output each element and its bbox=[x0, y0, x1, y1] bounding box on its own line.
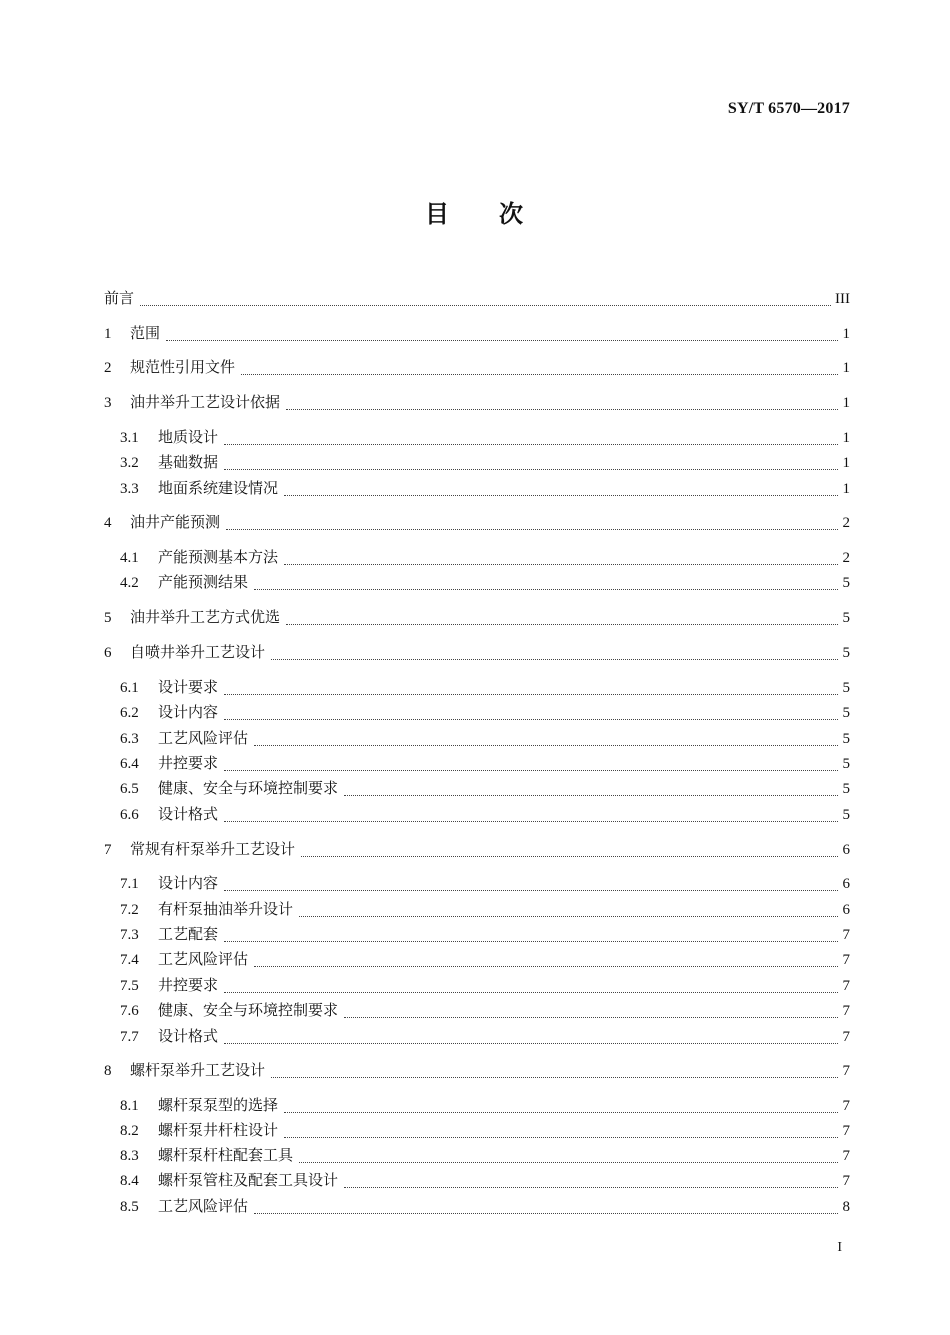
toc-entry[interactable] bbox=[120, 803, 850, 825]
toc-entry-page: 6 bbox=[842, 876, 850, 892]
toc-entry-number: 6 bbox=[104, 645, 112, 661]
toc-leader-dots bbox=[284, 554, 838, 565]
toc-entry-page: 1 bbox=[842, 360, 850, 376]
toc-entry-number: 2 bbox=[104, 360, 112, 376]
toc-entry-label: 螺杆泵举升工艺设计 bbox=[130, 1061, 266, 1079]
toc-entry-label: 设计格式 bbox=[158, 1027, 219, 1045]
toc-entry[interactable] bbox=[120, 451, 850, 473]
toc-entry-page: 5 bbox=[842, 807, 850, 823]
toc-entry-page: 1 bbox=[842, 455, 850, 471]
page-number: I bbox=[837, 1240, 842, 1255]
toc-entry-number: 6.5 bbox=[120, 781, 139, 797]
toc-leader-dots bbox=[254, 735, 838, 746]
toc-entry-page: 5 bbox=[842, 610, 850, 626]
toc-entry-page: 2 bbox=[842, 515, 850, 531]
toc-entry-page: 7 bbox=[842, 927, 850, 943]
toc-entry-label: 井控要求 bbox=[158, 976, 219, 994]
toc-leader-dots bbox=[226, 519, 838, 530]
toc-entry-number: 4.2 bbox=[120, 575, 139, 591]
toc-entry-number: 6.1 bbox=[120, 680, 139, 696]
toc-entry[interactable] bbox=[120, 872, 850, 894]
toc-entry-number: 3.1 bbox=[120, 430, 139, 446]
toc-entry-label: 基础数据 bbox=[158, 453, 219, 471]
toc-entry-page: 7 bbox=[842, 1003, 850, 1019]
toc-entry-label: 健康、安全与环境控制要求 bbox=[158, 1001, 339, 1019]
toc-entry-page: 1 bbox=[842, 481, 850, 497]
toc-entry-number: 6.6 bbox=[120, 807, 139, 823]
toc-entry-page: 6 bbox=[842, 842, 850, 858]
toc-entry[interactable] bbox=[104, 1059, 850, 1081]
toc-leader-dots bbox=[166, 330, 838, 341]
toc-entry-number: 6.2 bbox=[120, 705, 139, 721]
toc-entry-label: 前言 bbox=[104, 289, 135, 307]
toc-leader-dots bbox=[224, 709, 838, 720]
toc-entry-label: 油井产能预测 bbox=[130, 513, 221, 531]
toc-entry[interactable] bbox=[120, 477, 850, 499]
toc-entry-label: 自喷井举升工艺设计 bbox=[130, 643, 266, 661]
toc-entry-label: 工艺配套 bbox=[158, 925, 219, 943]
toc-entry[interactable] bbox=[120, 1094, 850, 1116]
toc-entry-page: 5 bbox=[842, 575, 850, 591]
toc-entry-page: 7 bbox=[842, 1098, 850, 1114]
toc-entry-page: 8 bbox=[842, 1199, 850, 1215]
toc-leader-dots bbox=[224, 684, 838, 695]
toc-entry-page: 7 bbox=[842, 952, 850, 968]
toc-entry-number: 7.1 bbox=[120, 876, 139, 892]
toc-entry-label: 油井举升工艺方式优选 bbox=[130, 608, 281, 626]
toc-entry[interactable] bbox=[120, 571, 850, 593]
toc-entry-label: 螺杆泵泵型的选择 bbox=[158, 1096, 279, 1114]
toc-entry-label: 范围 bbox=[130, 324, 161, 342]
standard-code: SY/T 6570—2017 bbox=[727, 100, 850, 117]
toc-entry-label: 螺杆泵井杆柱设计 bbox=[158, 1121, 279, 1139]
toc-entry-page: 5 bbox=[842, 781, 850, 797]
toc-entry-label: 产能预测结果 bbox=[158, 573, 249, 591]
toc-entry[interactable] bbox=[120, 701, 850, 723]
toc-entry-label: 常规有杆泵举升工艺设计 bbox=[130, 840, 296, 858]
toc-entry-label: 工艺风险评估 bbox=[158, 729, 249, 747]
toc-entry[interactable] bbox=[104, 391, 850, 413]
toc-entry-label: 设计要求 bbox=[158, 678, 219, 696]
toc-leader-dots bbox=[224, 459, 838, 470]
toc-entry[interactable] bbox=[120, 1195, 850, 1217]
toc-entry[interactable] bbox=[120, 676, 850, 698]
toc-leader-dots bbox=[224, 880, 838, 891]
toc-entry-label: 地面系统建设情况 bbox=[158, 479, 279, 497]
toc-entry-page: 6 bbox=[842, 902, 850, 918]
toc-leader-dots bbox=[241, 364, 838, 375]
toc-entry-page: 1 bbox=[842, 326, 850, 342]
toc-entry-label: 螺杆泵杆柱配套工具 bbox=[158, 1146, 294, 1164]
toc-entry-page: 7 bbox=[842, 1063, 850, 1079]
toc-leader-dots bbox=[254, 956, 838, 967]
toc-entry[interactable] bbox=[104, 641, 850, 663]
toc-entry-number: 8.1 bbox=[120, 1098, 139, 1114]
toc-entry-page: III bbox=[835, 291, 850, 307]
toc-entry[interactable] bbox=[120, 752, 850, 774]
toc-entry-label: 产能预测基本方法 bbox=[158, 548, 279, 566]
toc-entry[interactable] bbox=[104, 511, 850, 533]
toc-entry-number: 3 bbox=[104, 395, 112, 411]
toc-entry[interactable] bbox=[120, 923, 850, 945]
toc-entry[interactable] bbox=[120, 546, 850, 568]
toc-leader-dots bbox=[301, 846, 838, 857]
toc-entry-page: 7 bbox=[842, 1148, 850, 1164]
toc-entry-page: 5 bbox=[842, 705, 850, 721]
toc-entry-label: 健康、安全与环境控制要求 bbox=[158, 779, 339, 797]
toc-entry-label: 设计内容 bbox=[158, 874, 219, 892]
toc-entry-label: 井控要求 bbox=[158, 754, 219, 772]
toc-entry-number: 1 bbox=[104, 326, 112, 342]
toc-entry-number: 8.3 bbox=[120, 1148, 139, 1164]
toc-leader-dots bbox=[271, 649, 838, 660]
toc-entry-page: 1 bbox=[842, 395, 850, 411]
toc-entry-number: 7.2 bbox=[120, 902, 139, 918]
toc-entry-number: 8.5 bbox=[120, 1199, 139, 1215]
toc-leader-dots bbox=[224, 811, 838, 822]
toc-entry-number: 7 bbox=[104, 842, 112, 858]
toc-entry-label: 规范性引用文件 bbox=[130, 358, 236, 376]
toc-entry[interactable] bbox=[120, 999, 850, 1021]
toc-entry-number: 8.2 bbox=[120, 1123, 139, 1139]
toc-entry-number: 7.7 bbox=[120, 1029, 139, 1045]
toc-entry-page: 5 bbox=[842, 645, 850, 661]
toc-entry[interactable] bbox=[104, 838, 850, 860]
toc-entry-page: 1 bbox=[842, 430, 850, 446]
toc-entry-number: 3.2 bbox=[120, 455, 139, 471]
toc-entry-page: 5 bbox=[842, 680, 850, 696]
toc-leader-dots bbox=[224, 931, 838, 942]
toc-entry-label: 工艺风险评估 bbox=[158, 1197, 249, 1215]
toc-entry-page: 7 bbox=[842, 1029, 850, 1045]
toc-entry-label: 设计内容 bbox=[158, 703, 219, 721]
toc-entry[interactable] bbox=[104, 322, 850, 344]
toc-leader-dots bbox=[284, 1127, 838, 1138]
toc-leader-dots bbox=[286, 614, 838, 625]
toc-leader-dots bbox=[299, 1152, 838, 1163]
toc-leader-dots bbox=[284, 1102, 838, 1113]
toc-entry[interactable] bbox=[120, 974, 850, 996]
toc-entry-label: 设计格式 bbox=[158, 805, 219, 823]
toc-leader-dots bbox=[299, 906, 838, 917]
toc-entry-page: 2 bbox=[842, 550, 850, 566]
toc-entry[interactable] bbox=[120, 1119, 850, 1141]
toc-entry-label: 有杆泵抽油举升设计 bbox=[158, 900, 294, 918]
toc-leader-dots bbox=[271, 1067, 838, 1078]
toc-entry-number: 4 bbox=[104, 515, 112, 531]
toc-leader-dots bbox=[224, 982, 838, 993]
toc-leader-dots bbox=[344, 1007, 838, 1018]
toc-entry-number: 6.3 bbox=[120, 731, 139, 747]
toc-entry-number: 5 bbox=[104, 610, 112, 626]
page-title-char-2: 次 bbox=[499, 200, 525, 228]
toc-entry-page: 7 bbox=[842, 1173, 850, 1189]
toc-entry-number: 6.4 bbox=[120, 756, 139, 772]
toc-entry[interactable] bbox=[104, 287, 850, 309]
toc-entry[interactable] bbox=[120, 1144, 850, 1166]
toc-entry[interactable] bbox=[104, 606, 850, 628]
toc-entry[interactable] bbox=[120, 948, 850, 970]
toc-entry[interactable] bbox=[120, 426, 850, 448]
toc-leader-dots bbox=[224, 434, 838, 445]
toc-entry-number: 7.5 bbox=[120, 978, 139, 994]
toc-entry-label: 地质设计 bbox=[158, 428, 219, 446]
toc-entry-number: 8 bbox=[104, 1063, 112, 1079]
toc-leader-dots bbox=[344, 785, 838, 796]
toc-entry-label: 油井举升工艺设计依据 bbox=[130, 393, 281, 411]
toc-entry-number: 7.4 bbox=[120, 952, 139, 968]
toc-leader-dots bbox=[254, 1203, 838, 1214]
toc-entry[interactable] bbox=[120, 1025, 850, 1047]
page-title-char-1: 目 bbox=[425, 200, 451, 228]
toc-entry-page: 7 bbox=[842, 1123, 850, 1139]
toc-leader-dots bbox=[254, 579, 838, 590]
toc-entry-label: 工艺风险评估 bbox=[158, 950, 249, 968]
toc-leader-dots bbox=[344, 1177, 838, 1188]
toc-entry[interactable] bbox=[120, 1169, 850, 1191]
toc-leader-dots bbox=[224, 1033, 838, 1044]
toc-entry[interactable] bbox=[120, 777, 850, 799]
toc-leader-dots bbox=[224, 760, 838, 771]
toc-entry-page: 5 bbox=[842, 731, 850, 747]
toc-entry-number: 8.4 bbox=[120, 1173, 139, 1189]
toc-entry-label: 螺杆泵管柱及配套工具设计 bbox=[158, 1171, 339, 1189]
toc-leader-dots bbox=[286, 399, 838, 410]
toc-entry-number: 3.3 bbox=[120, 481, 139, 497]
toc-entry[interactable] bbox=[120, 727, 850, 749]
toc-leader-dots bbox=[140, 295, 831, 306]
toc-entry-number: 7.6 bbox=[120, 1003, 139, 1019]
toc-entry[interactable] bbox=[120, 898, 850, 920]
toc-leader-dots bbox=[284, 485, 838, 496]
toc-entry-number: 4.1 bbox=[120, 550, 139, 566]
toc-entry[interactable] bbox=[104, 356, 850, 378]
toc-entry-page: 7 bbox=[842, 978, 850, 994]
toc-entry-number: 7.3 bbox=[120, 927, 139, 943]
toc-entry-page: 5 bbox=[842, 756, 850, 772]
